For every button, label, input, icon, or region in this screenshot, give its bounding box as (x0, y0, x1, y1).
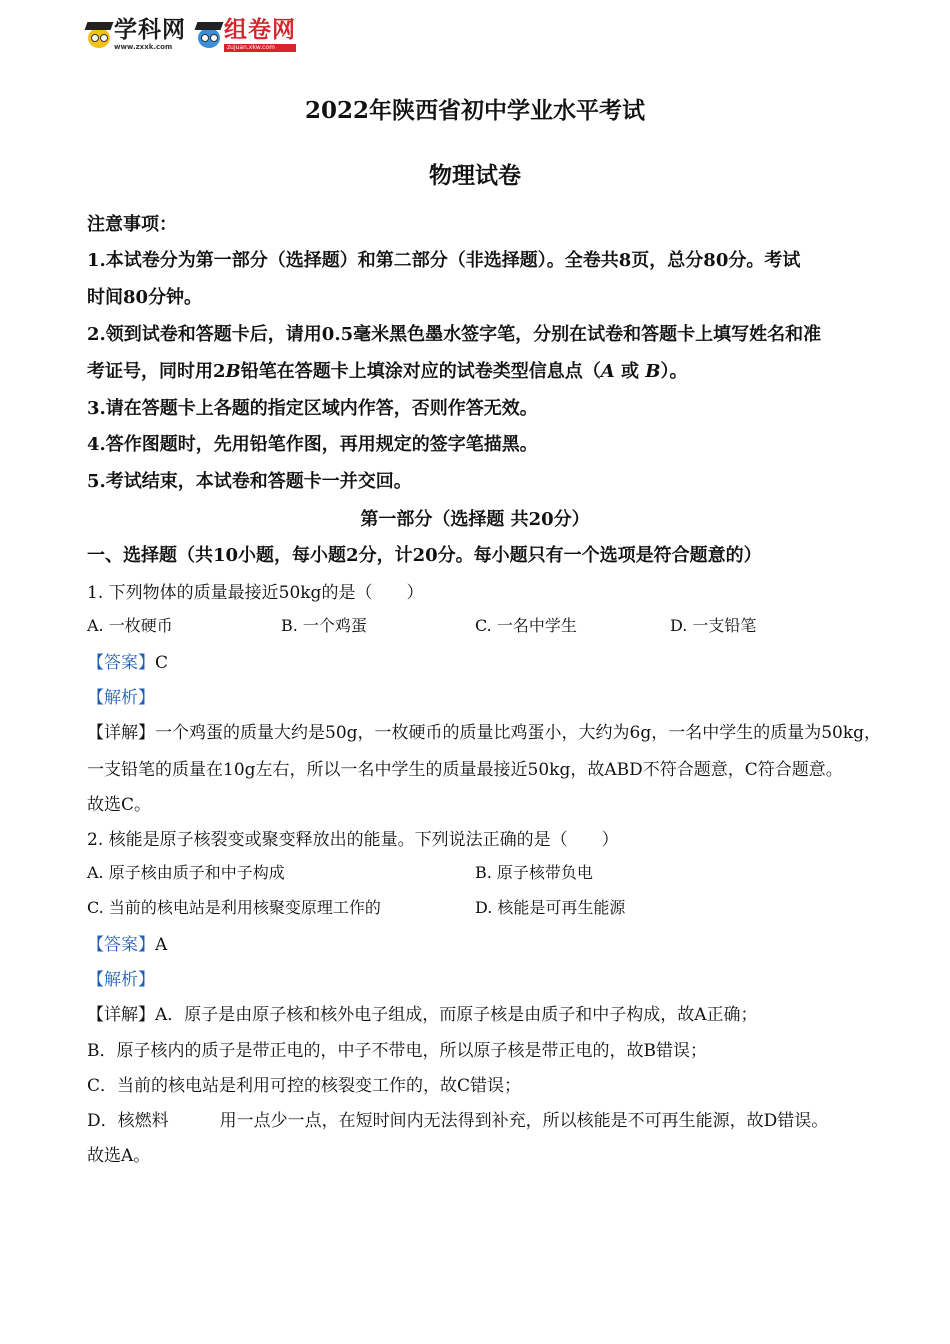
note-3: 3.请在答题卡上各题的指定区域内作答，否则作答无效。 (87, 398, 538, 419)
mascot-icon (196, 20, 222, 50)
q2-detail-3: C．当前的核电站是利用可控的核裂变工作的，故C错误； (87, 1076, 522, 1096)
note-5: 5.考试结束，本试卷和答题卡一并交回。 (87, 471, 412, 492)
q2-detail-2: B．原子核内的质子是带正电的，中子不带电，所以原子核是带正电的，故B错误； (87, 1041, 707, 1061)
q2-option-b: B. 原子核带负电 (475, 863, 593, 882)
q1-option-b: B. 一个鸡蛋 (281, 616, 367, 635)
q2-answer: 【答案】A (87, 935, 168, 955)
q2-choose: 故选A。 (87, 1146, 151, 1166)
q1-option-d: D. 一支铅笔 (670, 616, 757, 635)
header-logos (86, 12, 296, 58)
note-4: 4.答作图题时，先用铅笔作图，再用规定的签字笔描黑。 (87, 434, 538, 455)
q1-choose: 故选C。 (87, 795, 152, 815)
q1-answer: 【答案】C (87, 653, 169, 673)
note-1b: 时间80分钟。 (87, 287, 203, 308)
zujuanwang-logo[interactable] (196, 12, 296, 58)
part1-heading: 第一部分（选择题 共20分） (360, 509, 590, 530)
q2-detail-1: 【详解】A．原子是由原子核和核外电子组成，而原子核是由质子和中子构成，故A正确； (87, 1005, 758, 1025)
q1-detail-2: 一支铅笔的质量在10g左右，所以一名中学生的质量最接近50kg，故ABD不符合题意，C符合题意。 (87, 760, 843, 780)
q1-option-c: C. 一名中学生 (475, 616, 577, 635)
section-heading: 一、选择题（共10小题，每小题2分，计20分。每小题只有一个选项是符合题意的） (87, 545, 762, 566)
logo1-name: 学科网 (114, 17, 186, 43)
q1-detail-1: 【详解】一个鸡蛋的质量大约是50g，一枚硬币的质量比鸡蛋小，大约为6g，一名中学生的质量为50kg， (87, 723, 882, 743)
logo1-url: www.zxxk.com (114, 43, 173, 51)
notes-heading: 注意事项： (87, 214, 177, 235)
mascot-icon (86, 20, 112, 50)
exam-title: 2022年陕西省初中学业水平考试 (304, 97, 645, 124)
q2-option-a: A. 原子核由质子和中子构成 (87, 863, 285, 882)
note-2b: 考证号，同时用2B铅笔在答题卡上填涂对应的试卷类型信息点（A 或 B）。 (87, 361, 688, 382)
logo2-name: 组卷网 (224, 16, 296, 43)
q1-analysis-tag: 【解析】 (87, 688, 155, 708)
q2-option-d: D. 核能是可再生能源 (475, 898, 626, 917)
logo2-url: zujuan.xkw.com (224, 44, 296, 52)
note-1a: 1.本试卷分为第一部分（选择题）和第二部分（非选择题）。全卷共8页，总分80分。考试 (87, 250, 801, 271)
exam-subtitle: 物理试卷 (429, 162, 521, 189)
q2-detail-4: D．核燃料 用一点少一点，在短时间内无法得到补充，所以核能是不可再生能源，故D错误。 (87, 1111, 829, 1131)
q2-stem: 2. 核能是原子核裂变或聚变释放出的能量。下列说法正确的是（ ） (87, 830, 619, 850)
xuekewang-logo[interactable] (86, 12, 186, 58)
note-2a: 2.领到试卷和答题卡后，请用0.5毫米黑色墨水签字笔，分别在试卷和答题卡上填写姓名和准 (87, 324, 822, 345)
q1-stem: 1. 下列物体的质量最接近50kg的是（ ） (87, 583, 424, 603)
q1-option-a: A. 一枚硬币 (87, 616, 173, 635)
q2-option-c: C. 当前的核电站是利用核聚变原理工作的 (87, 898, 381, 917)
q2-analysis-tag: 【解析】 (87, 970, 155, 990)
